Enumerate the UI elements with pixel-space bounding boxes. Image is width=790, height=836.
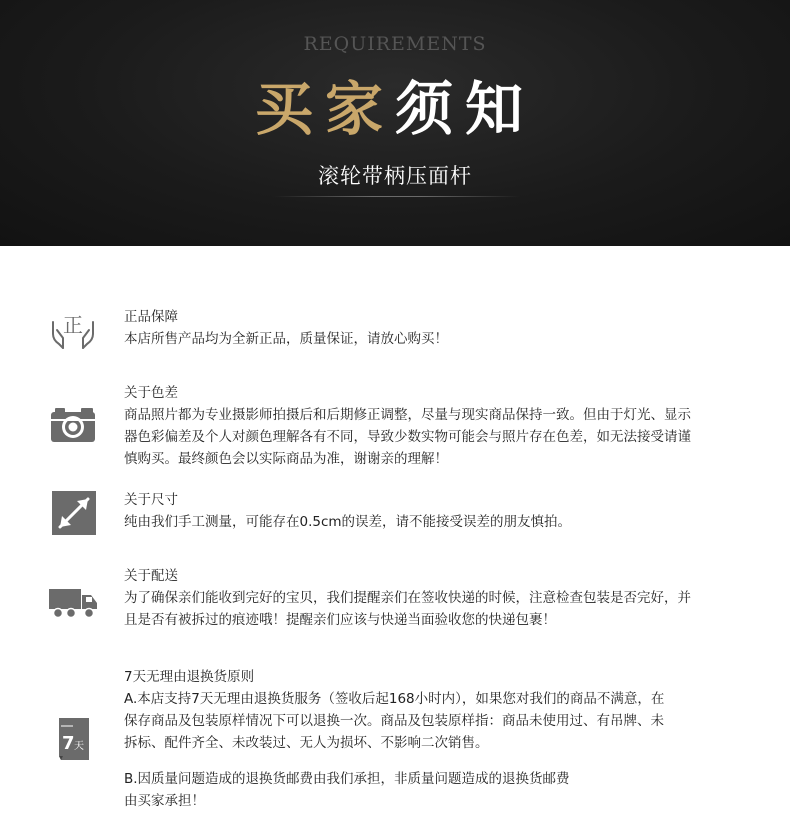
section-title: 关于色差 [124,385,178,401]
title-part2: 须知 [395,75,536,143]
section-text-line: 由买家承担！ [124,793,205,809]
seven-day-unit: 天 [74,741,84,752]
section-color-difference [0,382,790,472]
section-text-line: 且是否有被拆过的痕迹哦！提醒亲们应该与快递当面验收您的快递包裹！ [124,612,556,628]
camera-icon [47,402,99,450]
section-text-line: 为了确保亲们能收到完好的宝贝，我们提醒亲们在签收快递的时候，注意检查包装是否完好，并 [124,590,691,606]
section-title: 7天无理由退换货原则 [124,669,255,685]
subtitle-en: REQUIREMENTS [303,33,487,55]
section-text-line: 器色彩偏差及个人对颜色理解各有不同，导致少数实物可能会与照片存在色差，如无法接受请谨 [124,429,691,445]
seven-day-number: 7 [62,733,75,754]
section-text-line: 拆标、配件齐全、未改装过、无人为损坏、不影响二次销售。 [124,735,489,751]
authentic-icon-char: 正 [63,313,83,337]
resize-arrow-icon [47,489,99,537]
section-title: 正品保障 [124,309,178,325]
seven-day-return-icon [47,716,99,764]
section-delivery [0,565,790,635]
delivery-truck-icon [47,581,99,629]
section-text-line: 纯由我们手工测量，可能存在0.5cm的误差，请不能接受误差的朋友慎拍。 [124,514,572,530]
product-name: 滚轮带柄压面杆 [318,164,472,188]
section-title: 关于尺寸 [124,492,178,508]
section-text-line: 慎购买。最终颜色会以实际商品为准，谢谢亲的理解！ [124,451,448,467]
section-return-policy [0,666,790,816]
title-part1: 买家 [254,75,395,143]
section-size [0,489,790,549]
section-text-line: 本店所售产品均为全新正品，质量保证，请放心购买！ [124,331,448,347]
section-text-line: 保存商品及包装原样情况下可以退换一次。商品及包装原样指：商品未使用过、有吊牌、未 [124,713,664,729]
section-text-line: A.本店支持7天无理由退换货服务（签收后起168小时内），如果您对我们的商品不满意，在 [124,691,665,707]
section-authentic [0,300,790,360]
header-banner [0,0,790,246]
section-text-line: 商品照片都为专业摄影师拍摄后和后期修正调整，尽量与现实商品保持一致。但由于灯光、显示 [124,407,691,423]
page-title [0,76,790,142]
title-divider [274,196,520,197]
authentic-hands-icon [47,304,99,352]
section-title: 关于配送 [124,568,178,584]
section-text-line: B.因质量问题造成的退换货邮费由我们承担，非质量问题造成的退换货邮费 [124,771,570,787]
